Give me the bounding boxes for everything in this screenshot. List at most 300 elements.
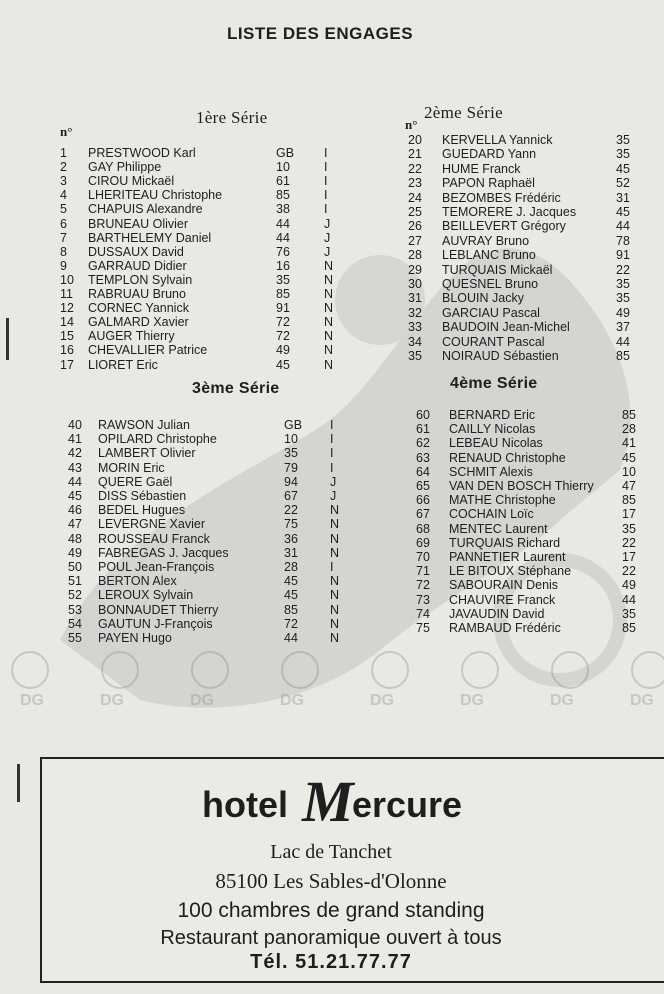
entry-row [408,263,664,278]
rider-name: LEBEAU Nicolas [449,436,543,451]
rider-name: COURANT Pascal [442,334,545,349]
category-letter: N [324,343,334,358]
entry-row [68,489,337,504]
category-letter: N [330,531,340,546]
entry-number: 8 [60,244,67,259]
category-letter: I [324,146,328,160]
category-letter: N [324,301,334,316]
series-1-title: 1ère Série [196,108,268,127]
department-code: 72 [276,329,290,344]
rider-name: CHAPUIS Alexandre [88,202,203,217]
department-code: 78 [616,233,630,248]
entry-row [60,357,334,373]
rider-name: BLOUIN Jacky [442,291,524,306]
department-code: 72 [284,616,298,631]
rider-name: GARCIAU Pascal [442,305,540,320]
department-code: 31 [284,545,298,560]
rider-name: BEZOMBES Frédéric [442,190,561,205]
entry-number: 65 [416,479,430,493]
ad-address: 85100 Les Sables-d'Olonne [215,869,447,893]
rider-name: BAUDOIN Jean-Michel [442,320,570,335]
entry-number: 48 [68,531,82,546]
category-letter: I [324,202,328,217]
entry-number: 22 [408,161,422,176]
number-column-label: n° [405,117,418,132]
rider-name: DISS Sébastien [98,489,187,503]
svg-text:DG: DG [190,692,214,709]
entry-number: 55 [68,631,82,645]
entry-row [408,335,664,350]
category-letter: I [330,446,334,461]
entry-row [416,607,664,622]
entry-number: 33 [408,320,422,335]
entry-row [408,219,664,234]
department-code: 75 [284,517,298,532]
ad-phone: Tél. 51.21.77.77 [250,951,412,973]
rider-name: OPILARD Christophe [98,432,217,447]
rider-name: LAMBERT Olivier [98,446,196,461]
category-letter: N [324,272,334,287]
hotel-advertisement [40,757,664,983]
rider-name: SCHMIT Alexis [449,464,533,479]
department-code: 49 [616,305,630,320]
department-code: 35 [616,277,630,291]
category-letter: N [330,503,340,518]
department-code: 22 [616,262,630,277]
entry-number: 4 [60,188,67,203]
department-code: 44 [276,216,290,231]
department-code: 16 [276,258,290,273]
department-code: 44 [616,334,630,349]
rider-name: VAN DEN BOSCH Thierry [449,479,594,493]
entry-row [408,205,664,220]
department-code: 52 [616,176,630,191]
rider-name: ROUSSEAU Franck [98,531,210,546]
department-code: 35 [276,272,290,287]
rider-name: QUESNEL Bruno [442,277,539,291]
entry-row [68,418,334,433]
rider-name: BERTON Alex [98,574,177,589]
category-letter: N [330,602,340,617]
entry-number: 27 [408,233,422,248]
entry-number: 29 [408,262,422,277]
entry-row [416,507,664,522]
rider-name: GALMARD Xavier [88,315,189,330]
rider-name: GAUTUN J-François [98,616,213,631]
entry-number: 54 [68,616,82,631]
series-3-title: 3ème Série [192,380,280,397]
rider-name: MATHE Christophe [449,493,556,508]
entry-number: 9 [60,258,67,273]
rider-name: HUME Franck [442,161,521,176]
entry-number: 28 [408,248,422,263]
hotel-mercure-logo [202,767,532,834]
stamp-watermark-icon [0,645,664,715]
entry-row [416,422,664,437]
margin-mark [6,318,9,360]
department-code: 35 [616,133,630,147]
entry-number: 15 [60,329,74,344]
entry-number: 21 [408,147,422,162]
entry-number: 2 [60,160,67,175]
department-code: 10 [276,160,290,175]
entry-number: 23 [408,176,422,191]
entry-row [68,616,340,632]
rider-name: KERVELLA Yannick [442,133,553,147]
department-code: 35 [622,606,636,621]
entry-row [408,248,664,263]
category-letter: I [330,418,334,432]
department-code: 45 [276,357,290,372]
category-letter: N [324,287,334,301]
department-code: 35 [622,521,636,536]
entry-row [68,574,340,589]
entry-row [416,436,664,451]
department-code: 85 [276,287,290,301]
entry-number: 16 [60,343,74,358]
department-code: 44 [284,631,298,645]
entry-row [408,277,664,292]
rider-name: RAMBAUD Frédéric [449,621,561,635]
department-code: 45 [284,588,298,603]
entry-row [408,320,664,335]
rider-name: BERNARD Eric [449,408,536,422]
entry-row [68,560,334,575]
entry-number: 75 [416,621,430,635]
rider-name: SABOURAIN Denis [449,578,559,593]
page-title: LISTE DES ENGAGES [226,24,414,43]
entry-number: 47 [68,517,82,532]
entry-row [408,176,664,191]
rider-name: PRESTWOOD Karl [88,146,196,160]
svg-text:DG: DG [100,692,124,709]
department-code: 79 [284,460,298,475]
department-code: 47 [622,479,636,493]
entry-number: 69 [416,535,430,550]
rider-name: TEMORERE J. Jacques [442,205,577,219]
stamp-watermark-strip [0,645,664,715]
rider-name: POUL Jean-François [98,560,215,574]
rider-name: LEVERGNE Xavier [98,517,205,532]
entry-row [60,343,334,358]
entry-row [60,301,334,316]
rider-name: RAWSON Julian [98,418,190,432]
entry-number: 74 [416,606,430,621]
rider-name: LEBLANC Bruno [442,248,536,263]
category-letter: N [330,616,340,631]
entry-row [60,244,331,260]
entry-number: 45 [68,489,82,503]
category-letter: I [324,160,328,175]
entry-row [408,133,664,148]
entry-row [408,349,664,364]
entry-number: 63 [416,450,430,465]
department-code: 44 [276,230,290,245]
department-code: 91 [616,248,630,263]
series-4-title: 4ème Série [450,375,538,392]
department-code: GB [284,418,303,432]
entry-row [416,621,664,636]
entry-number: 10 [60,272,74,287]
rider-name: DUSSAUX David [88,244,184,259]
department-code: 85 [284,602,298,617]
entry-number: 34 [408,334,422,349]
rider-name: RENAUD Christophe [449,450,566,465]
entry-row [416,536,664,551]
entry-number: 53 [68,602,82,617]
entry-row [416,493,664,508]
rider-name: TURQUAIS Richard [449,535,561,550]
entry-row [68,602,340,618]
entry-row [68,545,340,561]
department-code: GB [276,146,295,160]
department-code: 35 [284,446,298,461]
category-letter: J [330,489,337,503]
department-code: 49 [622,578,636,593]
svg-text:DG: DG [280,692,304,709]
category-letter: J [324,244,331,259]
rider-name: CHEVALLIER Patrice [88,343,208,358]
category-letter: I [330,460,334,475]
rider-name: PANNETIER Laurent [449,550,566,564]
category-letter: J [324,216,331,231]
entry-number: 46 [68,503,82,518]
entry-row [60,188,328,203]
department-code: 85 [616,349,630,363]
department-code: 72 [276,315,290,330]
entry-row [68,517,340,532]
category-letter: N [330,631,340,645]
rider-name: TEMPLON Sylvain [88,272,193,287]
entry-row [416,578,664,593]
svg-text:hotel: hotel [202,784,288,825]
rider-name: GUEDARD Yann [442,147,537,162]
department-code: 94 [284,474,298,489]
category-letter: J [324,230,331,245]
entry-row [60,258,334,274]
entry-row [416,550,664,565]
entry-row [68,432,334,447]
department-code: 28 [284,560,298,574]
department-code: 36 [284,531,298,546]
entry-number: 50 [68,560,82,574]
entry-row [60,315,334,330]
entry-number: 24 [408,190,422,205]
category-letter: I [324,188,328,203]
entry-number: 68 [416,521,430,536]
department-code: 44 [622,592,636,607]
entry-number: 32 [408,305,422,320]
rider-name: AUVRAY Bruno [442,233,530,248]
entry-row [408,291,664,306]
department-code: 10 [284,432,298,447]
entry-number: 71 [416,564,430,579]
entry-row [60,160,328,175]
entry-row [416,564,664,579]
entry-number: 30 [408,277,422,291]
svg-text:DG: DG [550,692,574,709]
category-letter: N [330,588,340,603]
entry-number: 61 [416,422,430,437]
entry-row [408,191,664,206]
entry-number: 6 [60,216,67,231]
entry-row [68,474,337,490]
entry-number: 42 [68,446,82,461]
entry-number: 31 [408,291,422,306]
department-code: 38 [276,202,290,217]
category-letter: I [330,432,334,447]
entry-row [68,503,340,518]
rider-name: BEDEL Hugues [98,503,186,518]
rider-name: CHAUVIRE Franck [449,592,556,607]
series-2-title: 2ème Série [424,103,503,122]
entry-number: 5 [60,202,67,217]
rider-name: TURQUAIS Mickaël [442,262,553,277]
svg-text:DG: DG [370,692,394,709]
department-code: 45 [616,205,630,219]
category-letter: I [330,560,334,574]
category-letter: N [324,357,334,372]
svg-text:DG: DG [20,692,44,709]
entry-number: 70 [416,550,430,564]
entry-row [60,146,328,161]
entry-number: 17 [60,357,74,372]
rider-name: LIORET Eric [88,357,158,372]
svg-text:ercure: ercure [352,784,463,825]
margin-mark [17,764,20,802]
ad-restaurant: Restaurant panoramique ouvert à tous [160,927,502,949]
rider-name: LEROUX Sylvain [98,588,194,603]
department-code: 37 [616,320,630,335]
category-letter: N [330,574,340,589]
entry-number: 12 [60,301,74,316]
entry-row [416,593,664,608]
entry-row [60,174,328,189]
department-code: 22 [284,503,298,518]
department-code: 49 [276,343,290,358]
svg-text:DG: DG [460,692,484,709]
department-code: 45 [622,450,636,465]
department-code: 31 [616,190,630,205]
entry-number: 7 [60,230,67,245]
rider-name: BEILLEVERT Grégory [442,219,566,234]
entry-row [60,272,334,288]
rider-name: BARTHELEMY Daniel [88,230,212,245]
entry-number: 73 [416,592,430,607]
rider-name: RABRUAU Bruno [88,287,186,301]
entry-number: 52 [68,588,82,603]
entry-row [416,408,664,423]
department-code: 22 [622,564,636,579]
entry-number: 3 [60,174,67,189]
department-code: 44 [616,219,630,234]
department-code: 67 [284,489,298,503]
entry-number: 43 [68,460,82,475]
ad-rooms: 100 chambres de grand standing [177,899,485,922]
entry-row [416,522,664,537]
entry-number: 14 [60,315,74,330]
category-letter: N [330,545,340,560]
entry-row [416,451,664,466]
department-code: 45 [284,574,298,589]
rider-name: MENTEC Laurent [449,521,548,536]
department-code: 76 [276,244,290,259]
rider-name: CAILLY Nicolas [449,422,536,437]
entry-row [60,329,334,344]
ad-location: Lac de Tanchet [270,841,392,863]
rider-name: BRUNEAU Olivier [88,216,189,231]
department-code: 17 [622,550,636,564]
entry-row [60,216,331,232]
rider-name: GARRAUD Didier [88,258,187,273]
category-letter: J [330,474,337,489]
department-code: 28 [622,422,636,437]
entry-row [408,306,664,321]
department-code: 17 [622,507,636,522]
entry-number: 1 [60,146,67,160]
entry-row [60,287,334,302]
entry-number: 49 [68,545,82,560]
department-code: 85 [622,493,636,508]
entry-number: 41 [68,432,82,447]
entry-number: 72 [416,578,430,593]
entry-number: 40 [68,418,82,432]
department-code: 61 [276,174,290,189]
entry-row [408,162,664,177]
entry-row [68,531,340,547]
rider-name: GAY Philippe [88,160,162,175]
svg-text:DG: DG [630,692,654,709]
entry-number: 67 [416,507,430,522]
entry-number: 64 [416,464,430,479]
svg-text:M: M [302,769,354,829]
rider-name: LHERITEAU Christophe [88,188,223,203]
department-code: 85 [276,188,290,203]
rider-name: LE BITOUX Stéphane [449,564,572,579]
rider-name: MORIN Eric [98,460,165,475]
entry-number: 35 [408,349,422,363]
category-letter: I [324,174,328,189]
category-letter: N [330,517,340,532]
entry-row [68,446,334,461]
department-code: 91 [276,301,290,316]
rider-name: AUGER Thierry [88,329,175,344]
category-letter: N [324,329,334,344]
entry-row [408,234,664,249]
department-code: 10 [622,464,636,479]
entry-row [60,202,328,217]
rider-name: NOIRAUD Sébastien [442,349,559,363]
rider-name: PAPON Raphaël [442,176,535,191]
rider-name: CORNEC Yannick [88,301,189,316]
department-code: 35 [616,291,630,306]
category-letter: N [324,315,334,330]
number-column-label: n° [60,124,73,139]
entry-row [408,147,664,162]
entry-row [68,631,340,646]
rider-name: PAYEN Hugo [98,631,172,645]
entry-number: 51 [68,574,82,589]
entry-row [416,465,664,480]
entry-number: 25 [408,205,422,219]
entry-row [68,588,340,603]
rider-name: CIROU Mickaël [88,174,175,189]
entry-number: 11 [60,287,73,301]
rider-name: QUERE Gaël [98,474,173,489]
rider-name: BONNAUDET Thierry [98,602,219,617]
department-code: 45 [616,161,630,176]
entry-number: 20 [408,133,422,147]
